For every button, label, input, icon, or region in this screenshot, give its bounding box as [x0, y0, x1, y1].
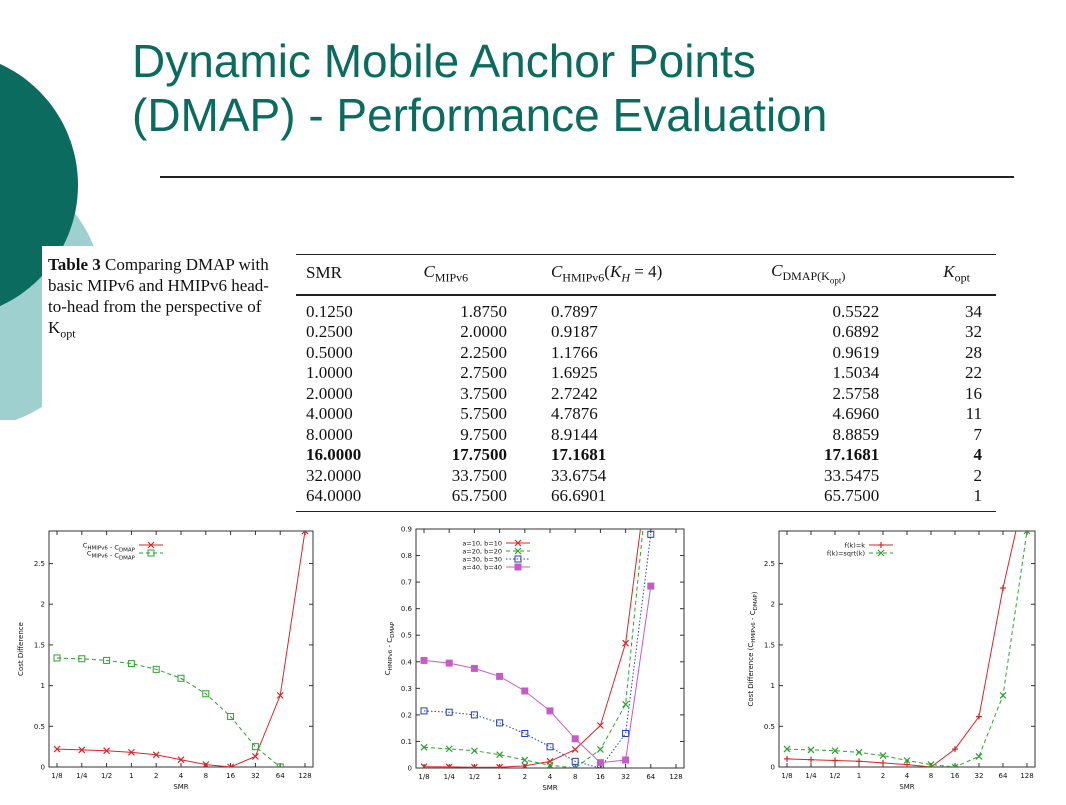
x-axis-label: SMR	[173, 783, 189, 791]
data-point	[446, 660, 452, 666]
y-tick-label: 0.5	[763, 722, 775, 731]
x-tick-label: 128	[298, 772, 312, 780]
data-point	[252, 753, 258, 759]
data-point	[597, 746, 603, 752]
x-tick-label: 16	[595, 773, 605, 781]
table-cell: 0.5000	[306, 342, 353, 362]
data-point	[471, 665, 477, 671]
y-tick-label: 1.5	[33, 641, 45, 650]
y-tick-label: 0	[770, 763, 775, 772]
slide-title-line-2: (DMAP) - Performance Evaluation	[132, 89, 828, 141]
table-cell: 64.0000	[296, 486, 393, 511]
header-kopt: $K_{opt}$	[939, 255, 996, 295]
x-tick-label: 16	[226, 772, 236, 780]
table-row	[296, 384, 996, 405]
x-axis-label: SMR	[899, 783, 915, 791]
x-tick-label: 4	[547, 773, 553, 781]
data-point	[421, 657, 427, 663]
x-tick-label: 64	[646, 773, 656, 781]
x-tick-label: 1	[856, 772, 862, 780]
x-tick-label: 4	[904, 772, 910, 780]
table-row	[296, 322, 996, 343]
table-cell: 2.7242	[550, 383, 598, 403]
y-axis-label: Cost Difference $(C_{HMIPv6} - C_{DMAP})$	[747, 591, 759, 707]
x-tick-label: 16	[950, 772, 960, 780]
table-cell: 9.7500	[460, 424, 507, 444]
data-point	[547, 744, 553, 750]
data-point	[522, 730, 528, 736]
table-cell: 2.2500	[460, 342, 507, 362]
x-tick-label: 1/4	[805, 772, 817, 780]
x-tick-label: 32	[621, 773, 631, 781]
series-line	[424, 522, 651, 767]
table-cell: 32.0000	[306, 465, 362, 485]
table-cell: 1.8750	[460, 301, 507, 321]
x-tick-label: 32	[974, 772, 984, 780]
series-group	[54, 528, 308, 770]
table-cell: 16	[965, 383, 982, 403]
y-tick-label: 0.6	[400, 605, 412, 614]
table-cell: 1.1766	[550, 342, 598, 362]
legend-label: a=30, b=30	[462, 555, 502, 564]
series-group	[421, 522, 651, 771]
chart-panel-1	[5, 527, 323, 800]
table-cell: 1.6925	[550, 363, 598, 383]
chart-panel-3	[733, 527, 1043, 800]
data-point	[856, 749, 862, 755]
series-line	[424, 534, 651, 768]
x-tick-label: 1/4	[443, 773, 455, 781]
y-tick-label: 0	[407, 764, 412, 773]
table-header-row	[296, 255, 996, 295]
plot-frame	[779, 531, 1035, 767]
slide-title-line-1: Dynamic Mobile Anchor Points	[132, 35, 756, 87]
table-cell: 0.1250	[306, 301, 353, 321]
cost-difference-chart	[5, 527, 323, 800]
table-row	[296, 486, 996, 511]
table-cell: 33.7500	[451, 465, 507, 485]
plot-frame	[416, 529, 684, 768]
table-cell: 0.9187	[550, 322, 598, 342]
table-cell: 2.7500	[460, 363, 507, 383]
table-cell: 4.6960	[832, 404, 880, 424]
table-cell: 16.0000	[306, 445, 362, 465]
y-tick-label: 0.4	[400, 658, 412, 667]
data-point	[547, 708, 553, 714]
table-cell: 7	[973, 424, 982, 444]
y-tick-label: 0.8	[400, 552, 412, 561]
table-caption-sub: opt	[60, 326, 76, 341]
chart-panel-2	[370, 522, 695, 800]
table-cell: 2.0000	[460, 322, 507, 342]
x-tick-label: 1/8	[781, 772, 793, 780]
table-cell: 0.2500	[306, 322, 353, 342]
series-group	[421, 522, 651, 770]
x-tick-label: 128	[669, 773, 683, 781]
y-axis-label: $C_{HMIPv6} - C_{DMAP}$	[384, 621, 396, 676]
table-cell: 1	[939, 486, 996, 511]
y-tick-label: 0.1	[400, 737, 412, 746]
table-cell: 34	[965, 301, 982, 321]
x-tick-label: 1/8	[51, 772, 63, 780]
x-tick-label: 8	[203, 772, 209, 780]
x-tick-label: 32	[250, 772, 260, 780]
table-row	[296, 466, 996, 487]
header-chmipv6: $C_{HMIPv6}(K_H = 4)$	[547, 255, 691, 295]
plot-frame	[49, 531, 313, 767]
data-point	[515, 564, 521, 570]
y-tick-label: 2.5	[33, 560, 45, 569]
data-point	[832, 757, 838, 763]
table-cell: 17.1681	[550, 445, 607, 465]
legend-label: $C_{MIPv6} - C_{DMAP}$	[86, 549, 135, 562]
x-tick-label: 64	[275, 772, 285, 780]
data-point	[623, 757, 629, 763]
y-tick-label: 1.5	[763, 641, 775, 650]
table-cell: 2.5758	[832, 383, 880, 403]
x-tick-label: 4	[178, 772, 184, 780]
table-row	[296, 425, 996, 446]
table-cell: 0.7897	[550, 301, 598, 321]
table-cell: 8.8859	[832, 424, 880, 444]
table-cell: 17.7500	[451, 445, 507, 465]
series-line	[57, 531, 305, 767]
table-row	[296, 363, 996, 384]
data-point	[808, 757, 814, 763]
table-row	[296, 295, 996, 323]
y-tick-label: 1	[40, 682, 45, 691]
data-point	[976, 753, 982, 759]
y-tick-label: 0	[40, 763, 45, 772]
comparison-table	[296, 254, 996, 512]
table-cell: 33.6754	[550, 465, 607, 485]
y-tick-label: 0.2	[400, 711, 412, 720]
data-point	[522, 688, 528, 694]
parameter-comparison-chart	[370, 522, 695, 800]
data-point	[648, 583, 654, 589]
legend-label: a=10, b=10	[462, 539, 502, 548]
table-row	[296, 343, 996, 364]
x-tick-label: 2	[880, 772, 886, 780]
x-tick-label: 8	[928, 772, 934, 780]
x-tick-label: 1	[129, 772, 134, 780]
table-cell: 11	[965, 404, 982, 424]
x-tick-label: 64	[998, 772, 1008, 780]
function-comparison-chart	[733, 527, 1043, 800]
table-cell: 32	[965, 322, 982, 342]
data-point	[784, 756, 790, 762]
title-divider	[160, 176, 1014, 178]
x-tick-label: 8	[572, 773, 578, 781]
data-point	[572, 736, 578, 742]
table-cell: 1.5034	[832, 363, 880, 383]
table-cell: 8.9144	[550, 424, 598, 444]
table-cell: 22	[965, 363, 982, 383]
table-cell: 65.7500	[393, 486, 546, 511]
table-cell: 8.0000	[306, 424, 353, 444]
table-cell: 5.7500	[460, 404, 507, 424]
y-tick-label: 2	[770, 600, 775, 609]
table-cell: 33.5475	[824, 465, 880, 485]
y-tick-label: 0.3	[400, 684, 412, 693]
x-tick-label: 128	[1020, 772, 1034, 780]
series-group	[784, 527, 1027, 770]
header-cmipv6: $C_{MIPv6}$	[393, 255, 546, 295]
y-tick-label: 2	[40, 600, 45, 609]
table-caption-label: Table 3	[48, 255, 101, 274]
header-cdmap: $C_{DMAP(K_{opt})}$	[691, 255, 939, 295]
legend-label: $C_{HMIPv6} - C_{DMAP}$	[82, 541, 135, 554]
x-tick-label: 1	[497, 773, 502, 781]
series-group	[421, 531, 654, 771]
data-point	[597, 723, 603, 729]
legend-label: a=20, b=20	[462, 547, 502, 556]
legend-label: a=40, b=40	[462, 563, 502, 572]
data-point	[856, 758, 862, 764]
x-tick-label: 2	[522, 773, 528, 781]
table-cell: 0.6892	[832, 322, 880, 342]
data-point	[880, 760, 886, 766]
y-axis-label: Cost Difference	[17, 622, 25, 676]
table-row	[296, 445, 996, 466]
series-group	[784, 528, 1030, 770]
series-group	[421, 583, 654, 766]
table-caption-text: Comparing DMAP with basic MIPv6 and HMIPv6 head-to-head from the perspective of K	[48, 255, 269, 337]
table-cell: 28	[965, 342, 982, 362]
y-tick-label: 0.5	[400, 631, 412, 640]
table-cell: 4.0000	[306, 404, 353, 424]
legend-label: f(k)=k	[844, 541, 865, 550]
x-tick-label: 2	[153, 772, 159, 780]
data-point	[471, 712, 477, 718]
y-tick-label: 0.7	[400, 578, 412, 587]
legend-label: f(k)=sqrt(k)	[826, 549, 865, 558]
table-panel	[42, 246, 1002, 522]
x-tick-label: 1/2	[829, 772, 841, 780]
data-point	[1000, 585, 1006, 591]
table-cell: 17.1681	[824, 445, 880, 465]
data-point	[497, 673, 503, 679]
table-cell: 66.6901	[547, 486, 691, 511]
x-axis-label: SMR	[542, 784, 558, 792]
series-line	[787, 527, 1027, 767]
data-point	[597, 760, 603, 766]
data-point	[1000, 692, 1006, 698]
table-cell: 3.7500	[460, 383, 507, 403]
table-row	[296, 404, 996, 425]
table-cell: 0.5522	[832, 301, 880, 321]
y-tick-label: 2.5	[763, 560, 775, 569]
y-tick-label: 1	[770, 682, 775, 691]
data-point	[623, 701, 629, 707]
header-smr: SMR	[296, 255, 393, 295]
table-cell: 0.9619	[832, 342, 880, 362]
table-cell: 2	[973, 465, 982, 485]
table-caption	[48, 254, 278, 344]
table-cell: 2.0000	[306, 383, 353, 403]
series-line	[424, 586, 651, 763]
table-cell: 4.7876	[550, 404, 598, 424]
table-cell: 65.7500	[691, 486, 939, 511]
y-tick-label: 0.9	[400, 525, 412, 534]
slide-title	[132, 34, 1032, 142]
x-tick-label: 1/8	[418, 773, 430, 781]
x-tick-label: 1/2	[468, 773, 481, 781]
data-point	[572, 746, 578, 752]
data-point	[878, 542, 884, 548]
table-cell: 4	[973, 445, 982, 465]
table-cell: 1.0000	[306, 363, 353, 383]
series-group	[54, 655, 283, 770]
x-tick-label: 1/4	[76, 772, 88, 780]
y-tick-label: 0.5	[33, 722, 45, 731]
series-line	[787, 531, 1027, 767]
x-tick-label: 1/2	[100, 772, 113, 780]
series-line	[424, 522, 651, 768]
